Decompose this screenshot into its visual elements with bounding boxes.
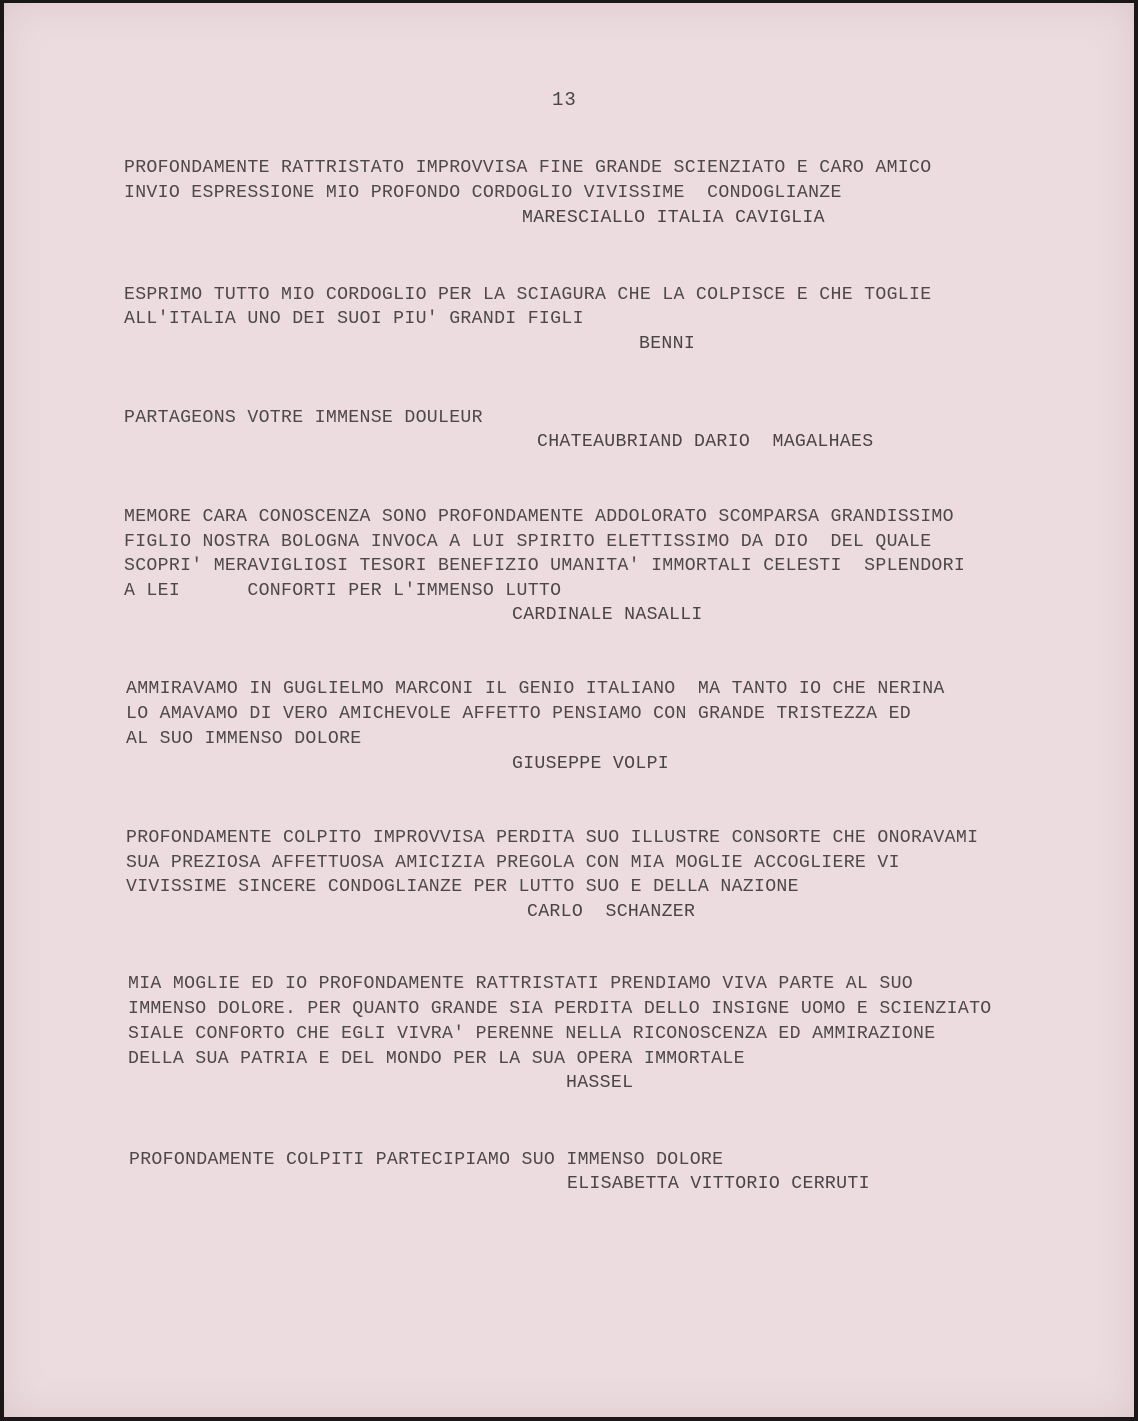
message-3-line-1: PARTAGEONS VOTRE IMMENSE DOULEUR [124,408,483,428]
message-6-line-3: VIVISSIME SINCERE CONDOGLIANZE PER LUTTO SUO E DELLA NAZIONE [126,877,799,897]
message-4-line-2: FIGLIO NOSTRA BOLOGNA INVOCA A LUI SPIRITO ELETTISSIMO DA DIO DEL QUALE [124,532,932,552]
message-7-signature: HASSEL [566,1073,634,1093]
message-5-signature: GIUSEPPE VOLPI [512,754,669,774]
message-4-line-3: SCOPRI' MERAVIGLIOSI TESORI BENEFIZIO UMANITA' IMMORTALI CELESTI SPLENDORI [124,556,966,576]
message-6-signature: CARLO SCHANZER [527,902,696,922]
message-1-line-1: PROFONDAMENTE RATTRISTATO IMPROVVISA FINE GRANDE SCIENZIATO E CARO AMICO [124,158,932,178]
message-4-line-1: MEMORE CARA CONOSCENZA SONO PROFONDAMENTE ADDOLORATO SCOMPARSA GRANDISSIMO [124,507,954,527]
message-5-line-1: AMMIRAVAMO IN GUGLIELMO MARCONI IL GENIO ITALIANO MA TANTO IO CHE NERINA [126,679,945,699]
message-6-line-1: PROFONDAMENTE COLPITO IMPROVVISA PERDITA SUO ILLUSTRE CONSORTE CHE ONORAVAMI [126,828,979,848]
message-1-signature: MARESCIALLO ITALIA CAVIGLIA [522,208,825,228]
message-7-line-4: DELLA SUA PATRIA E DEL MONDO PER LA SUA OPERA IMMORTALE [128,1049,745,1069]
message-1-line-2: INVIO ESPRESSIONE MIO PROFONDO CORDOGLIO VIVISSIME CONDOGLIANZE [124,183,842,203]
message-8-line-1: PROFONDAMENTE COLPITI PARTECIPIAMO SUO IMMENSO DOLORE [129,1150,724,1170]
message-7-line-2: IMMENSO DOLORE. PER QUANTO GRANDE SIA PERDITA DELLO INSIGNE UOMO E SCIENZIATO [128,999,992,1019]
message-5-line-2: LO AMAVAMO DI VERO AMICHEVOLE AFFETTO PENSIAMO CON GRANDE TRISTEZZA ED [126,704,911,724]
message-2-line-1: ESPRIMO TUTTO MIO CORDOGLIO PER LA SCIAGURA CHE LA COLPISCE E CHE TOGLIE [124,285,932,305]
message-4-line-4: A LEI CONFORTI PER L'IMMENSO LUTTO [124,581,562,601]
page-number: 13 [552,89,577,111]
message-2-line-2: ALL'ITALIA UNO DEI SUOI PIU' GRANDI FIGLI [124,309,584,329]
message-6-line-2: SUA PREZIOSA AFFETTUOSA AMICIZIA PREGOLA CON MIA MOGLIE ACCOGLIERE VI [126,853,900,873]
message-2-signature: BENNI [639,334,696,354]
message-7-line-1: MIA MOGLIE ED IO PROFONDAMENTE RATTRISTATI PRENDIAMO VIVA PARTE AL SUO [128,974,913,994]
message-3-signature: CHATEAUBRIAND DARIO MAGALHAES [537,432,874,452]
message-4-signature: CARDINALE NASALLI [512,605,703,625]
message-7-line-3: SIALE CONFORTO CHE EGLI VIVRA' PERENNE NELLA RICONOSCENZA ED AMMIRAZIONE [128,1024,936,1044]
message-8-signature: ELISABETTA VITTORIO CERRUTI [567,1174,870,1194]
typewritten-page [4,3,1134,1417]
message-5-line-3: AL SUO IMMENSO DOLORE [126,729,362,749]
